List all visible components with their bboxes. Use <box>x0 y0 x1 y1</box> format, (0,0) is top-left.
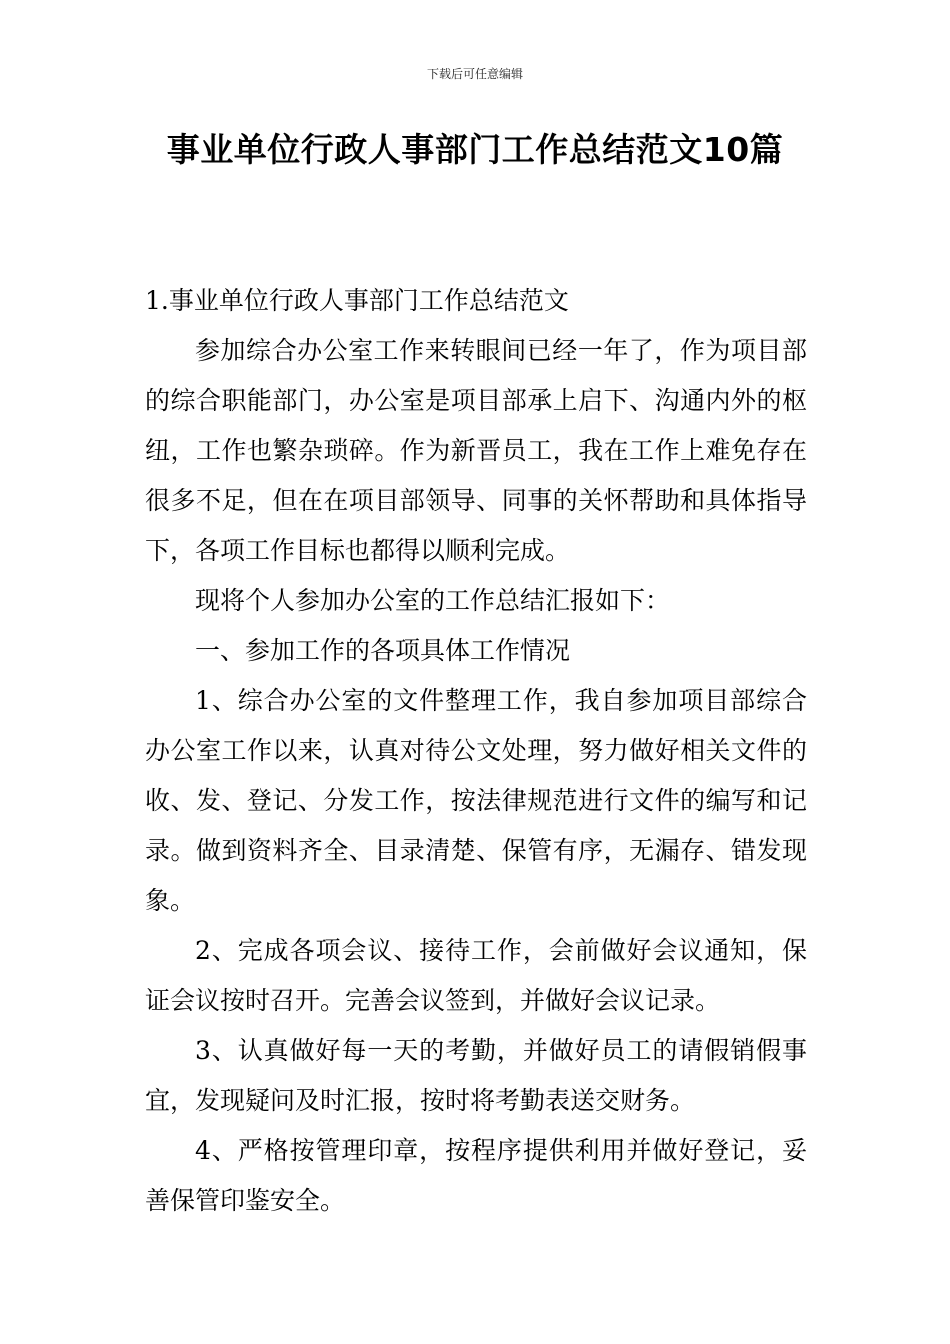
section-heading: 1.事业单位行政人事部门工作总结范文 <box>145 286 569 315</box>
paragraph-item-1: 1、综合办公室的文件整理工作，我自参加项目部综合办公室工作以来，认真对待公文处理，努力做好相关文件的收、发、登记、分发工作，按法律规范进行文件的编写和记录。做到资料齐全、目录清楚、保管有序，无漏存、错发现象。 <box>145 686 807 915</box>
paragraph-item-2: 2、完成各项会议、接待工作，会前做好会议通知，保证会议按时召开。完善会议签到，并做好会议记录。 <box>145 936 807 1015</box>
paragraph-item-3: 3、认真做好每一天的考勤，并做好员工的请假销假事宜，发现疑问及时汇报，按时将考勤表送交财务。 <box>145 1036 807 1115</box>
paragraph-item-4: 4、严格按管理印章，按程序提供利用并做好登记，妥善保管印鉴安全。 <box>145 1136 807 1215</box>
paragraph-subheading: 一、参加工作的各项具体工作情况 <box>195 636 571 665</box>
header-note: 下载后可任意编辑 <box>426 67 523 81</box>
document-body <box>145 276 807 1226</box>
paragraph-intro: 参加综合办公室工作来转眼间已经一年了，作为项目部的综合职能部门，办公室是项目部承上启下、沟通内外的枢纽，工作也繁杂琐碎。作为新晋员工，我在工作上难免存在很多不足，但在在项目部领导、同事的关怀帮助和具体指导下，各项工作目标也都得以顺利完成。 <box>145 336 807 565</box>
document-title: 事业单位行政人事部门工作总结范文10篇 <box>166 130 784 169</box>
paragraph-report-lead: 现将个人参加办公室的工作总结汇报如下： <box>195 586 671 615</box>
